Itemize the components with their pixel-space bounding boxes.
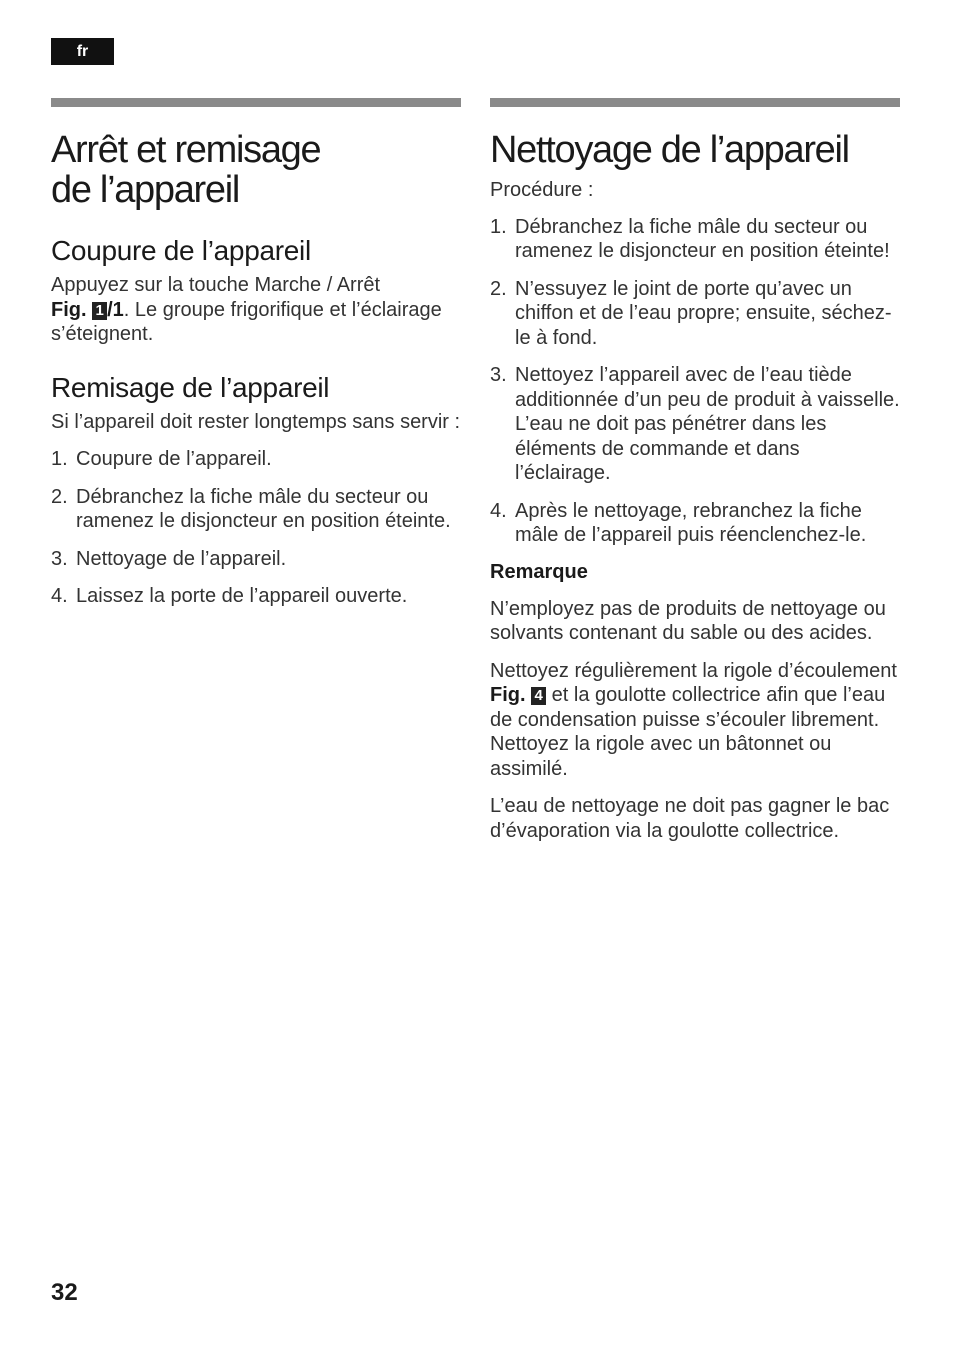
fig-label: Fig. (490, 684, 526, 706)
list-item (51, 547, 461, 572)
list-item (490, 277, 900, 351)
list-text: Nettoyez l’appareil avec de l’eau tiède additionnée d’un peu de produit à vaisselle. L’eau ne doit pas pénétrer dans les éléments de commande et dans l’éclairage. (515, 364, 900, 484)
section-title: Nettoyage de l’appareil (490, 129, 849, 171)
list-number: 1. (51, 448, 68, 470)
fig-label: Fig. (51, 298, 87, 321)
list-number: 3. (51, 547, 68, 570)
section-rule (51, 98, 461, 107)
note-heading: Remarque (490, 560, 588, 583)
list-text: Après le nettoyage, rebranchez la fiche mâle de l’appareil puis réenclenchez-le. (515, 499, 867, 546)
list-item (490, 215, 900, 264)
page-number: 32 (51, 1279, 78, 1306)
section-rule (490, 98, 900, 107)
list-text: Laissez la porte de l’appareil ouverte. (76, 585, 408, 607)
switch-off-paragraph (51, 273, 461, 347)
section-title-line2: de l’appareil (51, 169, 240, 211)
drain-paragraph (490, 659, 900, 782)
fig-number-badge: 1 (92, 302, 107, 320)
storage-intro: Si l’appareil doit rester longtemps sans servir : (51, 410, 461, 433)
subheading-switch-off: Coupure de l’appareil (51, 235, 311, 266)
list-item (51, 485, 461, 534)
storage-steps (51, 447, 461, 609)
list-text: Débranchez la fiche mâle du secteur ou ramenez le disjoncteur en position éteinte. (76, 485, 451, 532)
note-paragraph: N’employez pas de produits de nettoyage ou solvants contenant du sable ou des acides. (490, 597, 886, 644)
cleaning-steps (490, 215, 900, 548)
list-text: N’essuyez le joint de porte qu’avec un chiffon et de l’eau propre; ensuite, séchez-le à fond. (515, 277, 892, 349)
paragraph-text: Nettoyez régulièrement la rigole d’écoulement (490, 659, 897, 682)
list-text: Coupure de l’appareil. (76, 448, 272, 470)
list-text: Débranchez la fiche mâle du secteur ou ramenez le disjoncteur en position éteinte! (515, 215, 890, 262)
list-number: 4. (490, 499, 507, 522)
paragraph-text: et la goulotte collectrice afin que l’eau de condensation puisse s’écouler librement. Nettoyez la rigole avec un bâtonnet ou assimilé. (490, 684, 886, 780)
subheading-storage: Remisage de l’appareil (51, 371, 330, 403)
fig-suffix: /1 (107, 298, 124, 321)
list-number: 4. (51, 585, 68, 607)
left-column (51, 98, 461, 609)
procedure-intro: Procédure : (490, 179, 594, 201)
fig-number-badge: 4 (531, 687, 546, 705)
paragraph-text: Appuyez sur la touche Marche / Arrêt (51, 274, 381, 296)
list-item (490, 499, 900, 548)
language-tag: fr (51, 38, 114, 65)
section-title-line1: Arrêt et remisage (51, 129, 321, 171)
right-column (490, 98, 900, 843)
list-number: 3. (490, 364, 507, 386)
list-number: 2. (51, 485, 68, 508)
list-text: Nettoyage de l’appareil. (76, 547, 287, 570)
cleaning-water-paragraph: L’eau de nettoyage ne doit pas gagner le bac d’évaporation via la goulotte collectrice. (490, 795, 890, 842)
section-title (51, 130, 461, 210)
list-item (490, 363, 900, 486)
list-item (51, 584, 461, 609)
list-number: 2. (490, 277, 507, 300)
paragraph-text: . Le groupe frigorifique et l’éclairage s’éteignent. (51, 298, 442, 345)
list-number: 1. (490, 215, 507, 238)
list-item (51, 447, 461, 472)
